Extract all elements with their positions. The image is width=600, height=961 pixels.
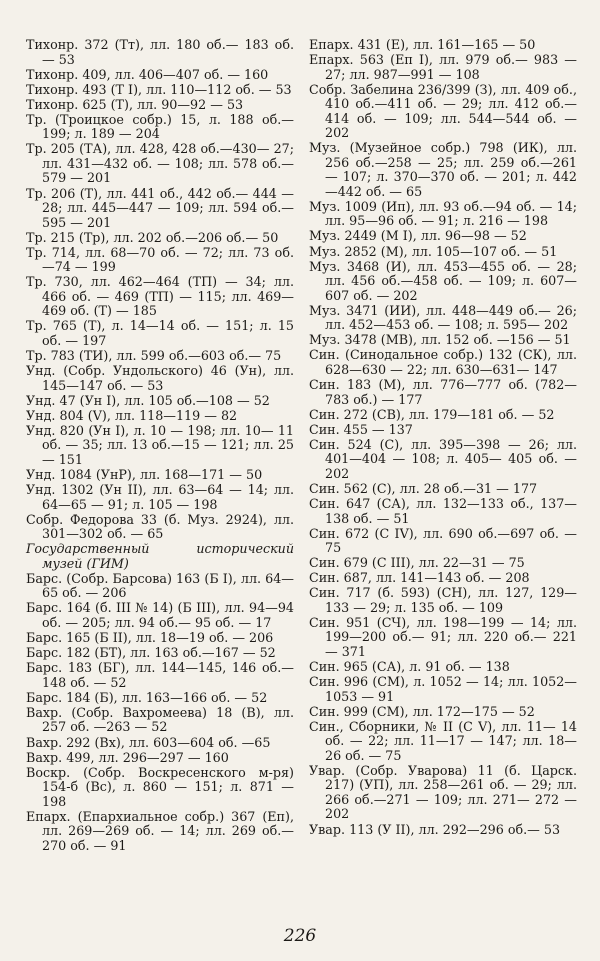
index-entry: Син. 999 (СМ), лл. 172—175 — 52	[309, 703, 535, 719]
index-entry: Увар. (Собр. Уварова) 11 (б. Царск. 217) (УП), лл. 258—261 об. — 29; лл. 266 об.—271 — 109; лл. 271— 272 — 202	[309, 762, 577, 822]
index-entry: Епарх. 431 (Е), лл. 161—165 — 50	[309, 37, 536, 52]
index-entry: Тр. 714, лл. 68—70 об. — 72; лл. 73 об.—74 — 199	[26, 244, 294, 275]
section-heading: Государственный исторический музей (ГИМ)	[26, 541, 294, 571]
index-entry: Епарх. (Епархиальное собр.) 367 (Еп), лл. 269—269 об. — 14; лл. 269 об.—270 об. — 91	[26, 808, 294, 853]
index-entry: Барс. 184 (Б), лл. 163—166 об. — 52	[26, 689, 268, 705]
index-entry: Барс. 183 (БГ), лл. 144—145, 146 об.—148 об. — 52	[26, 660, 294, 690]
index-entry: Син. 951 (СЧ), лл. 198—199 — 14; лл. 199—200 об.— 91; лл. 220 об.— 221 — 371	[309, 614, 577, 659]
index-entry: Син. 524 (С), лл. 395—398 — 26; лл. 401—404 — 108; л. 405— 405 об. — 202	[309, 436, 577, 481]
index-entry: Унд. 1084 (УнР), лл. 168—171 — 50	[26, 467, 263, 482]
index-entry: Тр. 730, лл. 462—464 (ТП) — 34; лл. 466 об. — 469 (ТП) — 115; лл. 469—469 об. (Т) — 185	[26, 274, 294, 319]
index-entry: Тихонр. 625 (Т), лл. 90—92 — 53	[26, 96, 244, 112]
index-entry: Муз. 2852 (М), лл. 105—107 об. — 51	[309, 243, 558, 259]
index-entry: Муз. 3478 (МВ), лл. 152 об. —156 — 51	[309, 332, 571, 348]
index-entry: Тр. 783 (ТИ), лл. 599 об.—603 об.— 75	[26, 348, 282, 364]
index-entry: Барс. (Собр. Барсова) 163 (Б I), лл. 64—65 об. — 206	[26, 570, 294, 601]
index-entry: Син. 687, лл. 141—143 об. — 208	[309, 570, 530, 586]
index-entry: Син. 647 (СА), лл. 132—133 об., 137—138 об. — 51	[309, 496, 577, 526]
index-entry: Син. 965 (СА), л. 91 об. — 138	[309, 659, 510, 675]
index-entry: Унд. 820 (Ун I), л. 10 — 198; лл. 10— 11 об. — 35; лл. 13 об.—15 — 121; лл. 25 — 151	[26, 422, 294, 467]
index-entry: Вахр. (Собр. Вахромеева) 18 (В), лл. 257 об. —263 — 52	[26, 704, 294, 735]
index-entry: Воскр. (Собр. Воскресенского м-ря) 154-б (Вс), л. 860 — 151; л. 871 — 198	[26, 764, 294, 809]
index-entry: Син. 679 (С III), лл. 22—31 — 75	[309, 555, 525, 571]
index-entry: Вахр. 499, лл. 296—297 — 160	[26, 749, 229, 765]
index-entry: Син. (Синодальное собр.) 132 (СК), лл. 628—630 — 22; лл. 630—631— 147	[309, 347, 577, 377]
index-entry: Унд. 47 (Ун I), лл. 105 об.—108 — 52	[26, 392, 270, 408]
left-column	[26, 38, 294, 854]
index-entry: Тихонр. 493 (Т I), лл. 110—112 об. — 53	[26, 81, 292, 97]
index-entry: Син. 672 (С IV), лл. 690 об.—697 об. — 75	[309, 525, 577, 556]
index-entry: Унд. (Собр. Ундольского) 46 (Ун), лл. 145—147 об. — 53	[26, 363, 294, 393]
index-entry: Син., Сборники, № II (С V), лл. 11— 14 об. — 22; лл. 11—17 — 147; лл. 18—26 об. — 75	[309, 718, 577, 763]
index-entry: Тр. (Троицкое собр.) 15, л. 188 об.— 199; л. 189 — 204	[26, 111, 294, 142]
index-entry: Тихонр. 409, лл. 406—407 об. — 160	[26, 66, 269, 82]
index-entry: Муз. (Музейное собр.) 798 (ИК), лл. 256 об.—258 — 25; лл. 259 об.—261 — 107; л. 370—370 об. — 201; л. 442—442 об. — 65	[309, 140, 577, 199]
index-entry: Барс. 164 (б. III № 14) (Б III), лл. 94—94 об. — 205; лл. 94 об.— 95 об. — 17	[26, 600, 294, 630]
index-entry: Унд. 804 (V), лл. 118—119 — 82	[26, 407, 238, 423]
index-entry: Син. 562 (С), лл. 28 об.—31 — 177	[309, 480, 538, 496]
index-entry: Муз. 3468 (И), лл. 453—455 об. — 28; лл. 456 об.—458 об. — 109; л. 607—607 об. — 202	[309, 258, 577, 303]
right-column	[309, 38, 577, 838]
index-entry: Син. 455 — 137	[309, 421, 413, 437]
index-entry: Тр. 765 (Т), л. 14—14 об. — 151; л. 15 об. — 197	[26, 318, 294, 348]
index-entry: Муз. 1009 (Ип), лл. 93 об.—94 об. — 14; лл. 95—96 об. — 91; л. 216 — 198	[309, 198, 577, 229]
index-entry: Собр. Забелина 236/399 (З), лл. 409 об., 410 об.—411 об. — 29; лл. 412 об.—414 об. — 109; лл. 544—544 об. — 202	[309, 81, 577, 141]
index-entry: Син. 183 (М), лл. 776—777 об. (782—783 об.) — 177	[309, 377, 577, 407]
index-entry: Тихонр. 372 (Тт), лл. 180 об.— 183 об. — 53	[26, 37, 294, 67]
index-entry: Барс. 165 (Б II), лл. 18—19 об. — 206	[26, 630, 274, 646]
index-entry: Увар. 113 (У II), лл. 292—296 об.— 53	[309, 821, 561, 837]
index-entry: Син. 717 (б. 593) (СН), лл. 127, 129—133 — 29; л. 135 об. — 109	[309, 585, 577, 615]
index-entry: Тр. 215 (Тр), лл. 202 об.—206 об.— 50	[26, 229, 279, 245]
index-entry: Тр. 206 (Т), лл. 441 об., 442 об.— 444 — 28; лл. 445—447 — 109; лл. 594 об.—595 — 201	[26, 185, 294, 230]
index-entry: Тр. 205 (ТА), лл. 428, 428 об.—430— 27; лл. 431—432 об. — 108; лл. 578 об.—579 — 201	[26, 141, 294, 186]
index-entry: Епарх. 563 (Еп I), лл. 979 об.— 983 — 27; лл. 987—991 — 108	[309, 52, 577, 82]
index-entry: Барс. 182 (БТ), лл. 163 об.—167 — 52	[26, 645, 276, 661]
index-entry: Син. 996 (СМ), л. 1052 — 14; лл. 1052—1053 — 91	[309, 674, 577, 704]
index-entry: Муз. 3471 (ИИ), лл. 448—449 об.— 26; лл. 452—453 об. — 108; л. 595— 202	[309, 302, 577, 333]
index-entry: Син. 272 (СВ), лл. 179—181 об. — 52	[309, 406, 555, 422]
index-entry: Муз. 2449 (М I), лл. 96—98 — 52	[309, 228, 527, 244]
index-entry: Унд. 1302 (Ун II), лл. 63—64 — 14; лл. 64—65 — 91; л. 105 — 198	[26, 482, 294, 512]
index-entry: Вахр. 292 (Вх), лл. 603—604 об. —65	[26, 734, 271, 750]
index-entry: Собр. Федорова 33 (б. Муз. 2924), лл. 301—302 об. — 65	[26, 511, 294, 542]
page-number: 226	[283, 926, 317, 946]
